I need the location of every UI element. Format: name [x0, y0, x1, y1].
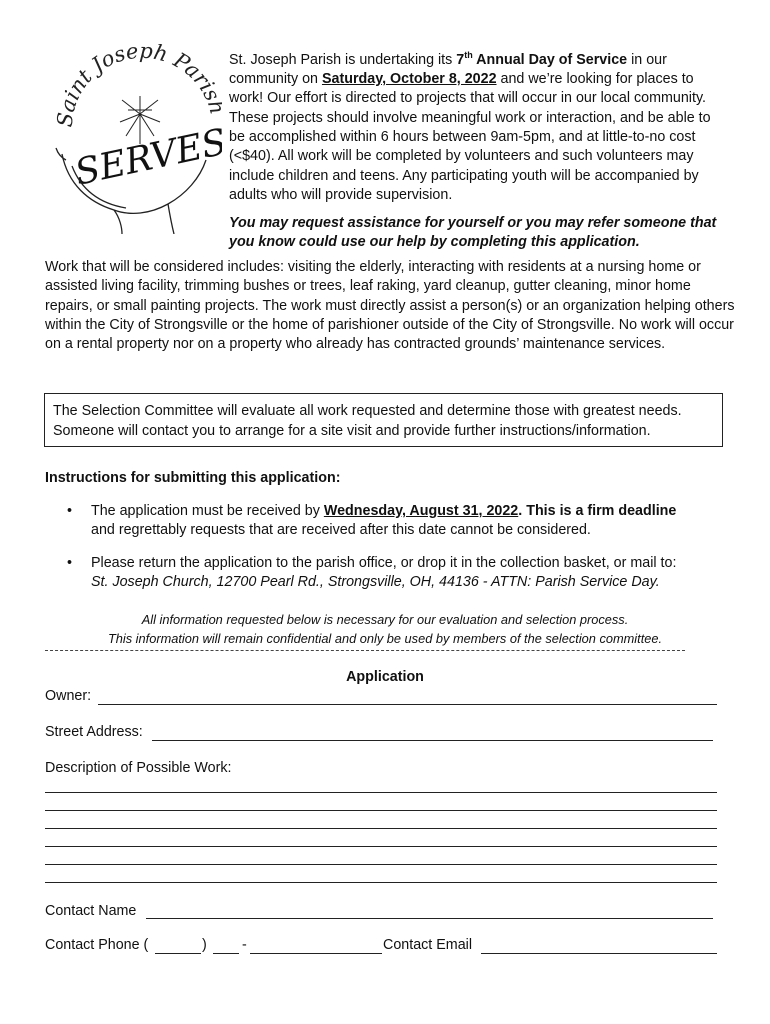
work-description: Work that will be considered includes: visiting the elderly, interacting with residents at a nursing home or assisted living facility, trimming bushes or trees, leaf raking, yard cleanup, gutter cleaning, minor home repairs, or small painting projects. The work must directly assist a person(s) or an organization helping others within the City of Strongsville or the home of parishioner outside of the City of Strongsville. No work will occur on a rental property nor on a property who already has contracted grounds’ maintenance services. [45, 259, 735, 353]
description-label: Description of Possible Work: [45, 760, 232, 776]
phone-area-code-field[interactable] [155, 953, 201, 954]
description-line[interactable] [45, 792, 717, 793]
list-item: • The application must be received by Wednesday, August 31, 2022. This is a firm deadline and regrettably requests that are received after this date cannot be considered. [45, 502, 735, 539]
logo-arc-text: Saint Joseph Pari [52, 44, 219, 129]
contact-name-label: Contact Name [45, 903, 137, 919]
logo-main-text: SERVES [71, 121, 222, 194]
instructions-list [45, 502, 735, 606]
intro-paragraph: St. Joseph Parish is undertaking its 7th Annual Day of Service in our community on Saturday, October 8, 2022 and we’re looking for places to work! Our effort is directed to projects that will occur in our local community. These projects should involve meaningful work or interaction, and be able to be accomplished within 6 hours between 9am-5pm, and at little-to-no cost (<$40). All work will be completed by volunteers and such volunteers may include children and teens. Any participating youth will be accompanied by adults who will provide supervision. [229, 50, 711, 203]
phone-paren: ) [202, 937, 207, 953]
contact-name-field[interactable] [146, 918, 713, 919]
application-title: Application [346, 669, 424, 685]
instructions-heading: Instructions for submitting this application: [45, 470, 341, 486]
deadline-date: Wednesday, August 31, 2022 [323, 503, 519, 519]
contact-email-field[interactable] [481, 953, 717, 954]
intro-section [229, 46, 729, 253]
parish-logo [42, 44, 222, 234]
contact-phone-label: Contact Phone ( [45, 937, 149, 953]
phone-number-field[interactable] [250, 953, 382, 954]
committee-notice-box: The Selection Committee will evaluate all work requested and determine those with greatest needs. Someone will contact you to arrange for a site visit and provide further instructions/information. [44, 393, 723, 447]
street-address-field[interactable] [152, 740, 713, 741]
confidentiality-note: All information requested below is necessary for our evaluation and selection process. This information will remain confidential and only be used by members of the selection committee. [107, 612, 663, 646]
hands-cross-icon [42, 44, 222, 234]
list-item: • Please return the application to the parish office, or drop it in the collection basket, or mail to: St. Joseph Church, 12700 Pearl Rd., Strongsville, OH, 44136 - ATTN: Parish Service Day. [45, 554, 735, 591]
description-line[interactable] [45, 828, 717, 829]
contact-email-label: Contact Email [383, 937, 472, 953]
phone-dash: - [242, 937, 247, 953]
cut-line-divider [45, 650, 685, 651]
description-line[interactable] [45, 864, 717, 865]
assistance-note: You may request assistance for yourself or you may refer someone that you know could use our help by completing this application. [229, 215, 717, 251]
description-line[interactable] [45, 882, 717, 883]
event-date: Saturday, October 8, 2022 [321, 71, 497, 88]
description-line[interactable] [45, 846, 717, 847]
owner-field[interactable] [98, 704, 717, 705]
phone-prefix-field[interactable] [213, 953, 239, 954]
street-address-label: Street Address: [45, 724, 143, 740]
owner-label: Owner: [45, 688, 92, 704]
mailing-address: St. Joseph Church, 12700 Pearl Rd., Strongsville, OH, 44136 - ATTN: Parish Service Day. [91, 573, 660, 590]
description-line[interactable] [45, 810, 717, 811]
